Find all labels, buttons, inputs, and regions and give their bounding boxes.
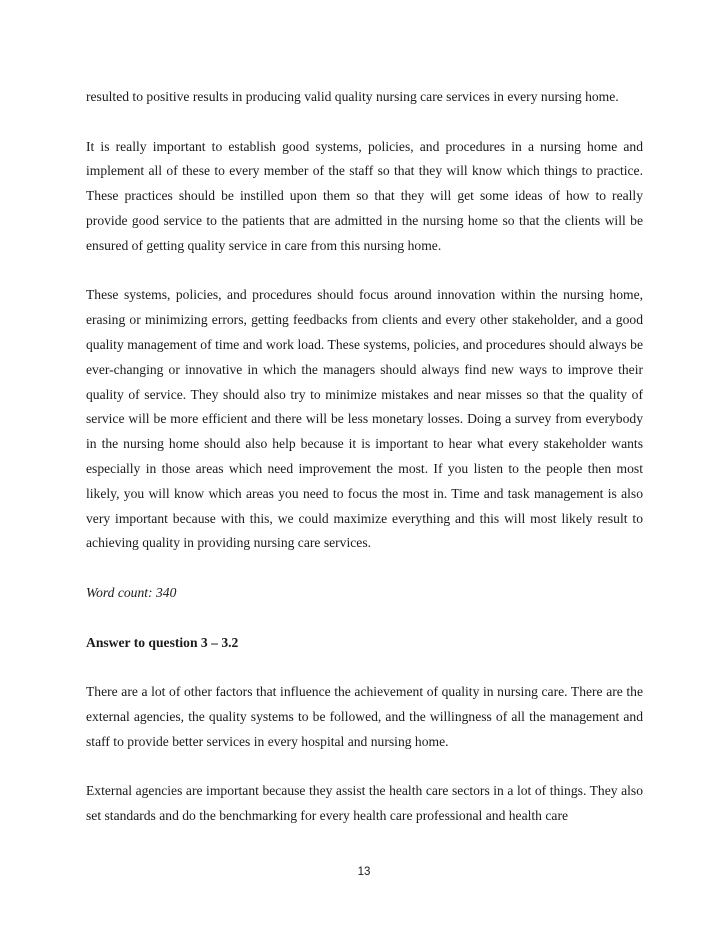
paragraph-systems-policies: It is really important to establish good systems, policies, and procedures in a nursing home and implement all of these to every member of the staff so that they will know which things to practice. These practices should be instilled upon them so that they will get some ideas of how to really provide good service to the patients that are admitted in the nursing home so that the clients will be ensured of getting quality service in care from this nursing home. [86,138,643,253]
word-count: Word count: 340 [86,584,177,600]
page-number: 13 [357,866,371,878]
document-body [86,85,643,854]
paragraph-external-agencies: External agencies are important because they assist the health care sectors in a lot of things. They also set standards and do the benchmarking for every health care professional and health care [86,783,643,824]
paragraph-continuation: resulted to positive results in producing valid quality nursing care services in every nursing home. [86,89,619,104]
section-heading: Answer to question 3 – 3.2 [86,634,239,650]
paragraph-innovation: These systems, policies, and procedures should focus around innovation within the nursing home, erasing or minimizing errors, getting feedbacks from clients and every other stakeholder, and a good quality management of time and work load. These systems, policies, and procedures should always be ever-changing or innovative in which the managers should always find new ways to improve their quality of service. They should also try to minimize mistakes and near misses so that the quality of service will be more efficient and there will be less monetary losses. Doing a survey from everybody in the nursing home should also help because it is important to hear what every stakeholder wants especially in those areas which need improvement the most. If you listen to the people then most likely, you will know which areas you need to focus the most in. Time and task management is also very important because with this, we could maximize everything and this will most likely result to achieving quality in providing nursing care services. [86,287,643,551]
paragraph-factors: There are a lot of other factors that influence the achievement of quality in nursing care. There are the external agencies, the quality systems to be followed, and the willingness of all the management and staff to provide better services in every hospital and nursing home. [86,684,643,749]
